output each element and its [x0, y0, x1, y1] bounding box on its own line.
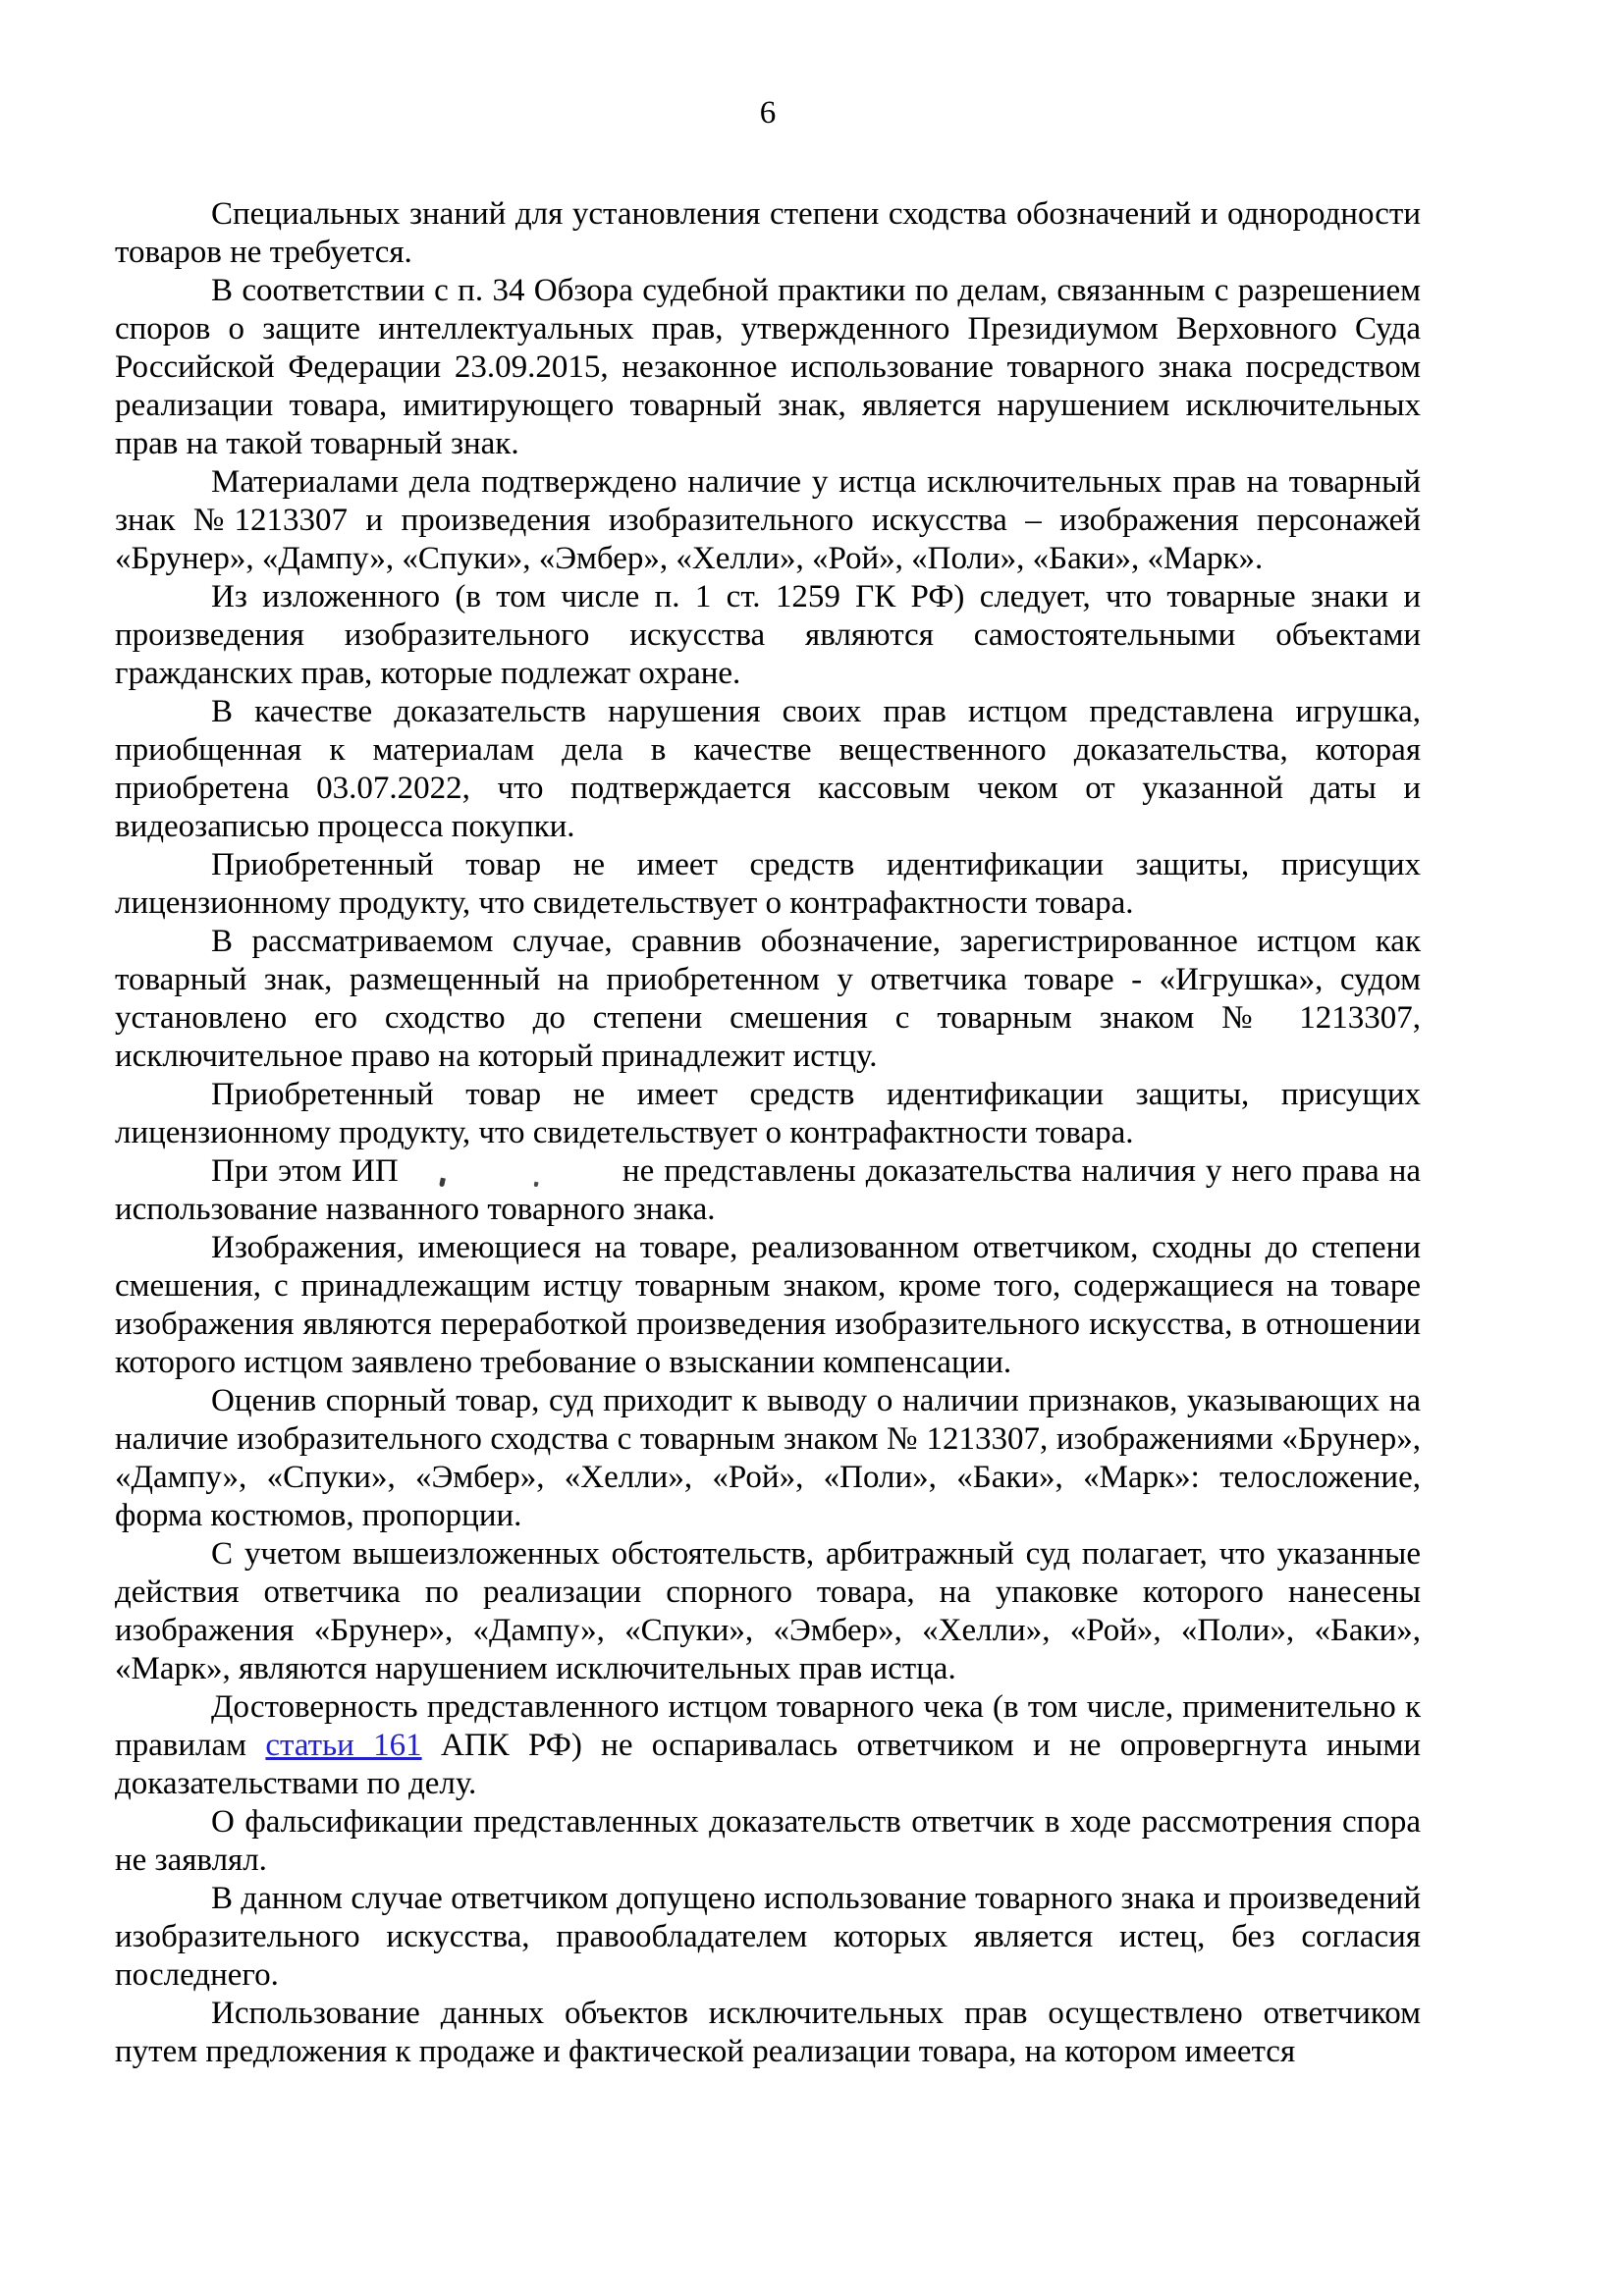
paragraph-9-after-redaction: не представлены доказательства наличия у него права на использование названного товарного знака. — [115, 1153, 1422, 1227]
paragraph-16: Использование данных объектов исключительных прав осуществлено ответчиком путем предложения к продаже и фактической реализации товара, на котором имеется — [115, 1996, 1421, 2069]
paragraph-5: В качестве доказательств нарушения своих прав истцом представлена игрушка, приобщенная к материалам дела в качестве вещественного доказательства, которая приобретена 03.07.2022, что подтверждается кассовым чеком от указанной даты и видеозаписью процесса покупки. — [115, 694, 1421, 844]
paragraph-10: Изображения, имеющиеся на товаре, реализованном ответчиком, сходны до степени смешения, с принадлежащим истцу товарным знаком, кроме того, содержащиеся на товаре изображения являются переработкой произведения изобразительного искусства, в отношении которого истцом заявлено требование о взыскании компенсации. — [115, 1230, 1421, 1380]
paragraph-13-after-link: АПК РФ) не оспаривалась ответчиком и не опровергнута иными доказательствами по делу. — [115, 1728, 1421, 1801]
redaction-artifact — [533, 1182, 538, 1188]
paragraph-14: О фальсификации представленных доказательств ответчик в ходе рассмотрения спора не заявлял. — [115, 1804, 1421, 1878]
paragraph-1: Специальных знаний для установления степени сходства обозначений и однородности товаров не требуется. — [115, 196, 1421, 270]
redaction-artifact — [439, 1178, 446, 1188]
paragraph-12: С учетом вышеизложенных обстоятельств, арбитражный суд полагает, что указанные действия ответчика по реализации спорного товара, на упаковке которого нанесены изображения «Брунер», «Дампу», «Спуки», «Эмбер», «Хелли», «Рой», «Поли», «Баки», «Марк», являются нарушением исключительных прав истца. — [115, 1536, 1421, 1686]
paragraph-8: Приобретенный товар не имеет средств идентификации защиты, присущих лицензионному продукту, что свидетельствует о контрафактности товара. — [115, 1077, 1421, 1150]
paragraph-3: Материалами дела подтверждено наличие у истца исключительных прав на товарный знак №1213307 и произведения изобразительного искусства – изображения персонажей «Брунер», «Дампу», «Спуки», «Эмбер», «Хелли», «Рой», «Поли», «Баки», «Марк». — [115, 464, 1421, 576]
paragraph-13-before-link: Достоверность представленного истцом товарного чека (в том числе, применительно к правилам — [115, 1689, 1421, 1763]
paragraph-7: В рассматриваемом случае, сравнив обозначение, зарегистрированное истцом как товарный знак, размещенный на приобретенном у ответчика товаре - «Игрушка», судом установлено его сходство до степени смешения с товарным знаком № 1213307, исключительное право на который принадлежит истцу. — [115, 924, 1421, 1074]
paragraph-2: В соответствии с п. 34 Обзора судебной практики по делам, связанным с разрешением споров о защите интеллектуальных прав, утвержденного Президиумом Верховного Суда Российской Федерации 23.09.2015, незаконное использование товарного знака посредством реализации товара, имитирующего товарный знак, является нарушением исключительных прав на такой товарный знак. — [115, 273, 1421, 461]
paragraph-13 — [115, 1688, 1421, 1803]
paragraph-6: Приобретенный товар не имеет средств идентификации защиты, присущих лицензионному продукту, что свидетельствует о контрафактности товара. — [115, 847, 1421, 921]
article-161-link[interactable]: статьи 161 — [265, 1728, 422, 1763]
page-number: 6 — [759, 95, 777, 131]
document-body — [115, 195, 1421, 2071]
paragraph-15: В данном случае ответчиком допущено использование товарного знака и произведений изобразительного искусства, правообладателем которых является истец, без согласия последнего. — [115, 1881, 1421, 1993]
redacted-name — [408, 1177, 613, 1181]
paragraph-9 — [115, 1152, 1421, 1229]
paragraph-11: Оценив спорный товар, суд приходит к выводу о наличии признаков, указывающих на наличие изобразительного сходства с товарным знаком № 1213307, изображениями «Брунер», «Дампу», «Спуки», «Эмбер», «Хелли», «Рой», «Поли», «Баки», «Марк»: телосложение, форма костюмов, пропорции. — [115, 1383, 1421, 1533]
paragraph-9-before-redaction: При этом ИП — [211, 1153, 399, 1189]
paragraph-4: Из изложенного (в том числе п. 1 ст. 1259 ГК РФ) следует, что товарные знаки и произведения изобразительного искусства являются самостоятельными объектами гражданских прав, которые подлежат охране. — [115, 579, 1421, 691]
